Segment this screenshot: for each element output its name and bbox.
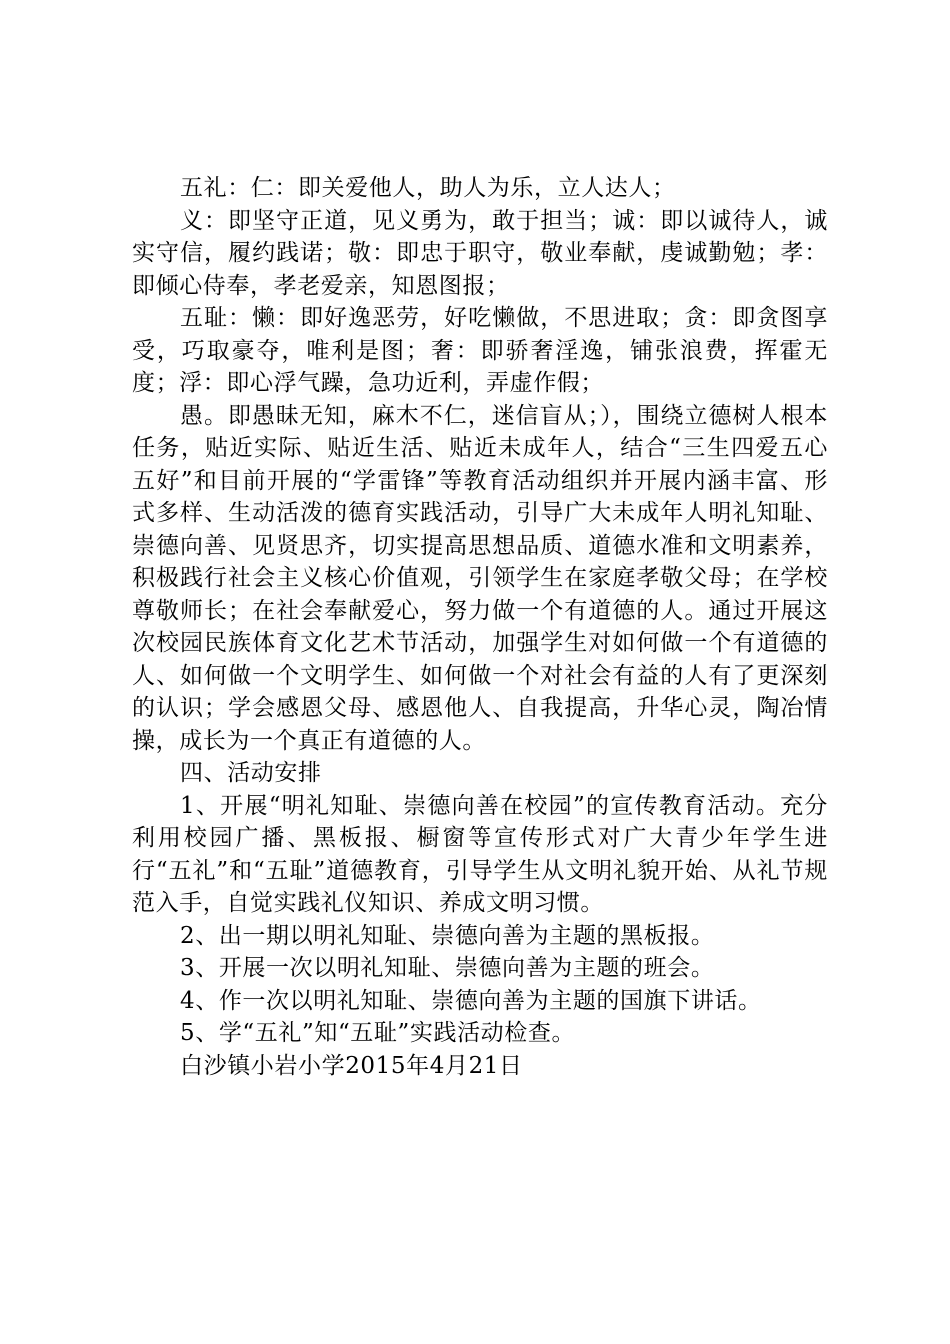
paragraph-activity-goals: 愚。即愚昧无知，麻木不仁，迷信盲从；），围绕立德树人根本任务，贴近实际、贴近生活、贴近未成年人，结合“三生四爱五心五好”和目前开展的“学雷锋”等教育活动组织并开展内涵丰富、形式多样、生动活泼的德育实践活动，引导广大未成年人明礼知耻、崇德向善、见贤思齐，切实提高思想品质、道德水准和文明素养，积极践行社会主义核心价值观，引领学生在家庭孝敬父母；在学校尊敬师长；在社会奉献爱心，努力做一个有道德的人。通过开展这次校园民族体育文化艺术节活动，加强学生对如何做一个有道德的人、如何做一个文明学生、如何做一个对社会有益的人有了更深刻的认识；学会感恩父母、感恩他人、自我提高，升华心灵，陶冶情操，成长为一个真正有道德的人。: [132, 402, 828, 754]
document-page: [132, 172, 828, 1082]
section-heading-activity-arrangement: 四、活动安排: [180, 760, 322, 786]
paragraph-five-courtesies-ren: 五礼：仁：即关爱他人，助人为乐，立人达人；: [180, 175, 676, 201]
list-item-3: 3、开展一次以明礼知耻、崇德向善为主题的班会。: [180, 955, 715, 981]
list-item-4: 4、作一次以明礼知耻、崇德向善为主题的国旗下讲话。: [180, 987, 762, 1014]
paragraph-yi-cheng-jing-xiao: 义：即坚守正道，见义勇为，敢于担当；诚：即以诚待人，诚实守信，履约践诺；敬：即忠于职守，敬业奉献，虔诚勤勉；孝：即倾心侍奉，孝老爱亲，知恩图报；: [132, 207, 828, 299]
list-item-1: 1、开展“明礼知耻、崇德向善在校园”的宣传教育活动。充分利用校园广播、黑板报、橱窗等宣传形式对广大青少年学生进行“五礼”和“五耻”道德教育，引导学生从文明礼貌开始、从礼节规范入手，自觉实践礼仪知识、养成文明习惯。: [132, 792, 828, 916]
list-item-5: 5、学“五礼”知“五耻”实践活动检查。: [180, 1020, 576, 1046]
signature-date: 白沙镇小岩小学2015年4月21日: [180, 1052, 523, 1079]
paragraph-five-shames: 五耻：懒：即好逸恶劳，好吃懒做，不思进取；贪：即贪图享受，巧取豪夺，唯利是图；奢：即骄奢淫逸，铺张浪费，挥霍无度；浮：即心浮气躁，急功近利，弄虚作假；: [132, 305, 828, 396]
list-item-2: 2、出一期以明礼知耻、崇德向善为主题的黑板报。: [180, 922, 715, 949]
